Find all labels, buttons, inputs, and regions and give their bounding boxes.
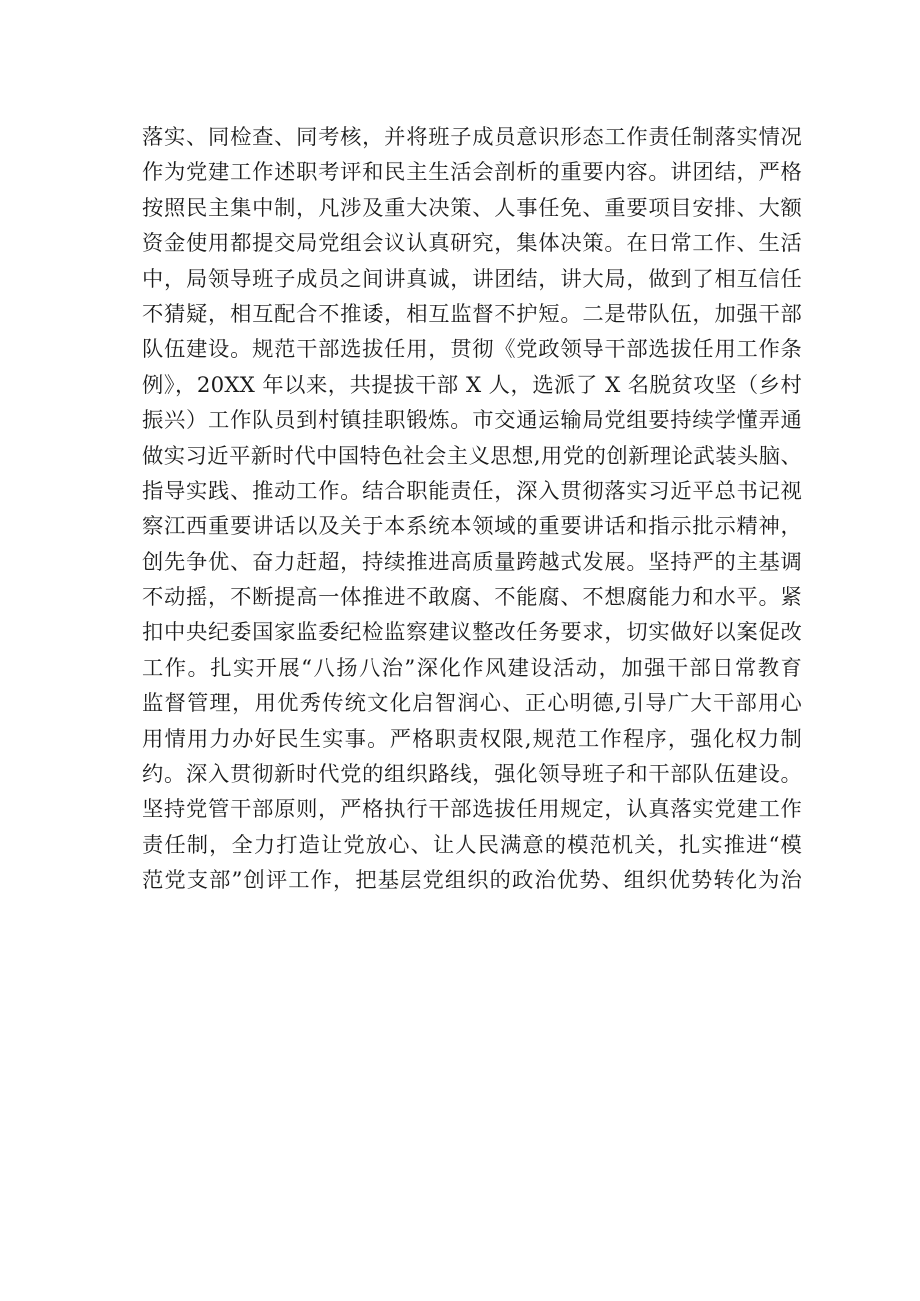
text-line: 范党支部”创评工作，把基层党组织的政治优势、组织优势转化为治 bbox=[142, 868, 802, 894]
body-text bbox=[142, 120, 802, 899]
text-line: 监督管理，用优秀传统文化启智润心、正心明德,引导广大干部用心 bbox=[142, 691, 802, 717]
text-line: 坚持党管干部原则，严格执行干部选拔任用规定，认真落实党建工作 bbox=[142, 797, 802, 823]
text-line: 责任制，全力打造让党放心、让人民满意的模范机关，扎实推进“模 bbox=[142, 832, 802, 858]
text-line: 约。深入贯彻新时代党的组织路线，强化领导班子和干部队伍建设。 bbox=[142, 762, 802, 788]
text-line: 例》，20XX 年以来，共提拔干部 X 人，选派了 X 名脱贫攻坚（乡村 bbox=[142, 372, 802, 398]
text-line: 作为党建工作述职考评和民主生活会剖析的重要内容。讲团结，严格 bbox=[142, 160, 802, 186]
text-line: 落实、同检查、同考核，并将班子成员意识形态工作责任制落实情况 bbox=[142, 125, 802, 150]
text-line: 工作。扎实开展“八扬八治”深化作风建设活动，加强干部日常教育 bbox=[142, 655, 802, 681]
text-line: 按照民主集中制，凡涉及重大决策、人事任免、重要项目安排、大额 bbox=[142, 195, 802, 221]
text-line: 队伍建设。规范干部选拔任用，贯彻《党政领导干部选拔任用工作条 bbox=[142, 337, 802, 363]
text-line: 扣中央纪委国家监委纪检监察建议整改任务要求，切实做好以案促改 bbox=[142, 620, 802, 646]
text-line: 振兴）工作队员到村镇挂职锻炼。市交通运输局党组要持续学懂弄通 bbox=[142, 408, 802, 434]
text-line: 中，局领导班子成员之间讲真诚，讲团结，讲大局，做到了相互信任 bbox=[142, 266, 802, 292]
text-line: 察江西重要讲话以及关于本系统本领域的重要讲话和指示批示精神， bbox=[142, 514, 802, 540]
text-line: 资金使用都提交局党组会议认真研究，集体决策。在日常工作、生活 bbox=[142, 231, 802, 257]
text-line: 指导实践、推动工作。结合职能责任，深入贯彻落实习近平总书记视 bbox=[142, 478, 802, 504]
text-line: 不猜疑，相互配合不推诿，相互监督不护短。二是带队伍，加强干部 bbox=[142, 301, 802, 327]
text-line: 用情用力办好民生实事。严格职责权限,规范工作程序，强化权力制 bbox=[142, 726, 802, 752]
text-line: 创先争优、奋力赶超，持续推进高质量跨越式发展。坚持严的主基调 bbox=[142, 549, 802, 575]
text-line: 做实习近平新时代中国特色社会主义思想,用党的创新理论武装头脑、 bbox=[142, 443, 802, 469]
text-line: 不动摇，不断提高一体推进不敢腐、不能腐、不想腐能力和水平。紧 bbox=[142, 585, 802, 611]
